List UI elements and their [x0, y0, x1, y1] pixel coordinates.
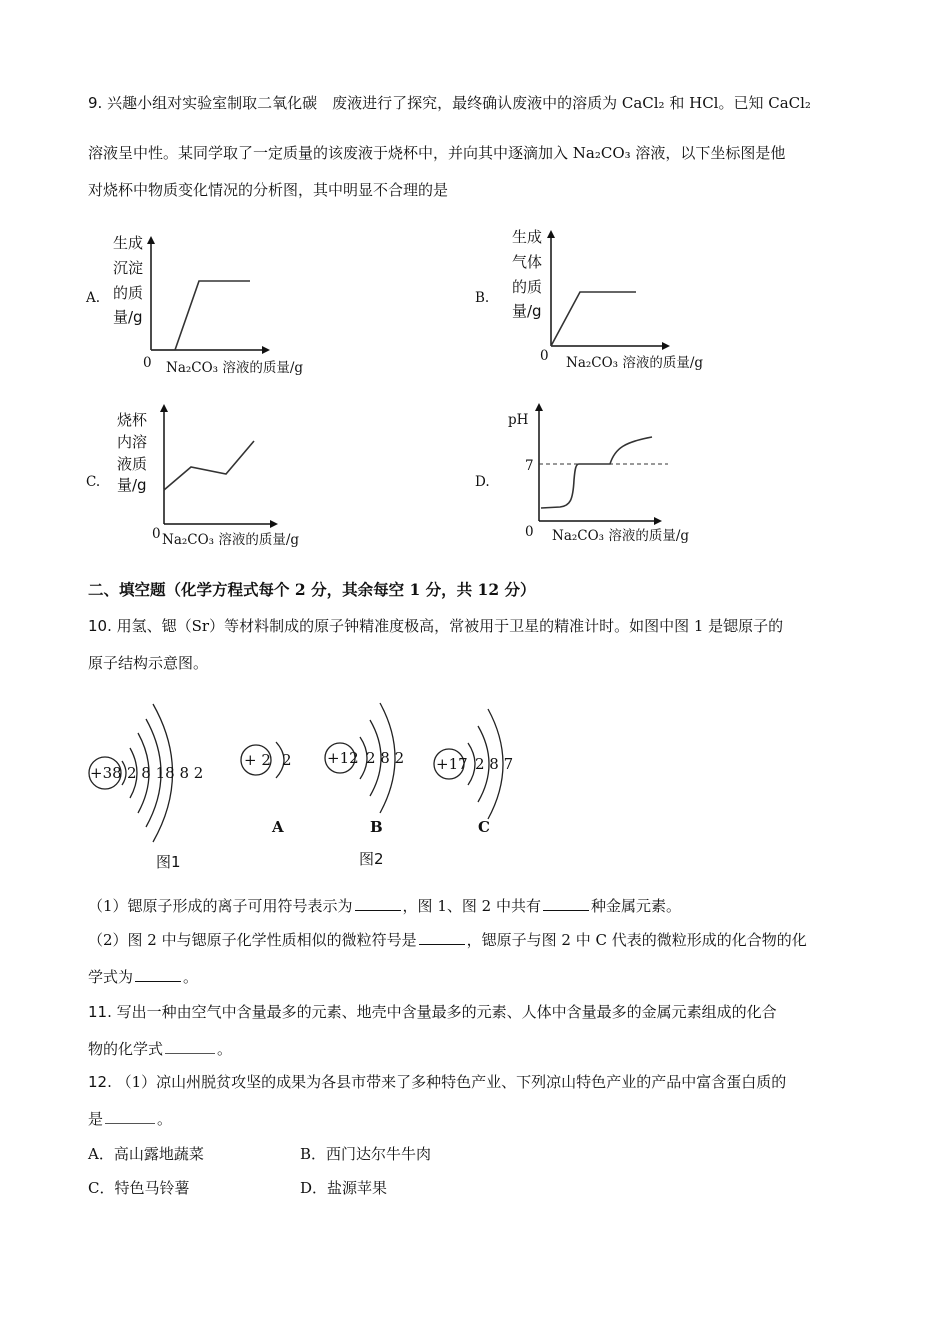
atom-sr-electrons: 2 8 18 8 2 [127, 764, 204, 782]
q12-blank[interactable] [105, 1109, 155, 1124]
atom-b-electrons: 2 8 2 [366, 749, 405, 767]
graph-c-ylabel-2: 内溶 [117, 433, 148, 451]
atom-sr-nucleus-label: +38 [90, 764, 122, 782]
graph-b [475, 228, 703, 371]
q12-text-line2: 是 [88, 1110, 104, 1128]
q12-option-a[interactable] [88, 1143, 204, 1164]
fig2-caption: 图2 [359, 850, 384, 868]
q12-option-a-text: 高山露地蔬菜 [113, 1145, 204, 1163]
atom-c-label: C [478, 818, 490, 836]
q9-number: 9. [88, 94, 103, 112]
graph-b-ylabel-3: 的质 [512, 278, 543, 296]
graph-d-origin: 0 [525, 524, 534, 540]
graph-b-option: B. [475, 290, 490, 306]
q11-text-line1: 写出一种由空气中含量最多的元素、地壳中含量最多的元素、人体中含量最多的金属元素组成的化合 [116, 1003, 777, 1021]
q10-sub1-part3: 种金属元素。 [590, 897, 681, 915]
q12-option-b-key: B． [300, 1145, 327, 1163]
q11-blank[interactable] [165, 1039, 215, 1054]
q10-blank-symbol[interactable] [419, 930, 465, 945]
q12-period: 。 [157, 1110, 173, 1128]
q12-line1 [88, 1072, 786, 1092]
atom-a [241, 742, 292, 836]
atom-b-nucleus-label: +12 [327, 749, 359, 767]
graph-b-xlabel: Na₂CO₃ 溶液的质量/g [566, 355, 704, 371]
graph-a-curve [151, 281, 250, 350]
q12-option-d-text: 盐源苹果 [327, 1179, 388, 1197]
q12-line2 [88, 1109, 172, 1129]
graph-a-ylabel-1: 生成 [113, 234, 144, 252]
q12-option-b-text: 西门达尔牛牛肉 [326, 1145, 432, 1163]
q12-option-c-text: 特色马铃薯 [114, 1179, 190, 1197]
atom-b-label: B [370, 818, 383, 836]
q10-number: 10. [88, 617, 112, 635]
q10-line1 [88, 616, 783, 636]
atom-a-electrons: 2 [282, 751, 292, 769]
graph-d [475, 405, 689, 544]
graph-c-ylabel-1: 烧杯 [117, 411, 148, 429]
graph-b-ylabel-2: 气体 [512, 253, 543, 271]
graph-a-ylabel-2: 沉淀 [113, 259, 144, 277]
q11-text-line2: 物的化学式 [88, 1040, 164, 1058]
graph-b-curve [551, 292, 636, 346]
q10-blank-ion[interactable] [355, 896, 401, 911]
atom-sr [89, 704, 203, 871]
q10-sub2 [88, 930, 807, 950]
atom-a-label: A [272, 818, 284, 836]
graph-a-xlabel: Na₂CO₃ 溶液的质量/g [166, 360, 304, 376]
graph-a-origin: 0 [143, 355, 152, 371]
q10-sub1 [88, 896, 681, 916]
graph-b-ylabel-4: 量/g [512, 302, 542, 320]
graph-d-ylabel: pH [508, 412, 529, 428]
q11-period: 。 [217, 1040, 233, 1058]
q12-option-d[interactable] [300, 1177, 387, 1198]
graph-d-xlabel: Na₂CO₃ 溶液的质量/g [552, 528, 690, 544]
atom-c-nucleus-label: +17 [436, 755, 468, 773]
atom-b [325, 703, 404, 868]
q11-number: 11. [88, 1003, 112, 1021]
q10-sub2-part2: ，锶原子与图 2 中 C 代表的微粒形成的化合物的化 [466, 931, 807, 949]
graph-d-curve [541, 437, 652, 508]
q12-number: 12. [88, 1073, 112, 1091]
graph-a-option: A. [86, 290, 101, 306]
q10-blank-metal-count[interactable] [543, 896, 589, 911]
atom-c [434, 709, 513, 836]
q12-text-line1: （1）凉山州脱贫攻坚的成果为各县市带来了多种特色产业、下列凉山特色产业的产品中富含蛋白质的 [116, 1073, 787, 1091]
q10-text-line1: 用氢、锶（Sr）等材料制成的原子钟精准度极高，常被用于卫星的精准计时。如图中图 1 是锶原子的 [116, 617, 784, 635]
graph-d-ref-label: 7 [525, 458, 534, 474]
atom-c-electrons: 2 8 7 [475, 755, 514, 773]
q12-option-c-key: C． [88, 1179, 115, 1197]
graph-c-option: C. [86, 474, 101, 490]
q10-sub2-part1: （2）图 2 中与锶原子化学性质相似的微粒符号是 [88, 931, 417, 949]
q10-blank-formula[interactable] [135, 967, 181, 982]
q12-option-b[interactable] [300, 1143, 431, 1164]
graph-c-origin: 0 [152, 526, 161, 542]
q9-text-line1: 兴趣小组对实验室制取二氧化碳 废液进行了探究，最终确认废液中的溶质为 CaCl₂ 和 HCl。已知 CaCl₂ [107, 94, 811, 112]
q12-option-c[interactable] [88, 1177, 190, 1198]
q9-line2: 溶液呈中性。某同学取了一定质量的该废液于烧杯中，并向其中逐滴加入 Na₂CO₃ 溶液，以下坐标图是他 [88, 144, 786, 162]
graph-d-option: D. [475, 474, 490, 490]
graph-a-ylabel-3: 的质 [113, 284, 144, 302]
q12-option-d-key: D． [300, 1179, 328, 1197]
graph-a-ylabel-4: 量/g [113, 308, 143, 326]
q11-line1 [88, 1002, 777, 1022]
q10-sub1-part2: ，图 1、图 2 中共有 [402, 897, 541, 915]
q10-line2: 原子结构示意图。 [88, 654, 209, 672]
q9-line3: 对烧杯中物质变化情况的分析图，其中明显不合理的是 [88, 181, 449, 199]
section2-title: 二、填空题（化学方程式每个 2 分，其余每空 1 分，共 12 分） [88, 580, 536, 599]
graph-c-curve [164, 441, 254, 490]
graph-b-ylabel-1: 生成 [512, 228, 543, 246]
q10-sub2-part3: 学式为 [88, 968, 134, 986]
q10-sub1-part1: （1）锶原子形成的离子可用符号表示为 [88, 897, 353, 915]
q10-sub2-part4: 。 [183, 968, 199, 986]
q12-option-a-key: A． [88, 1145, 114, 1163]
graph-c [86, 406, 299, 548]
atom-a-nucleus-label: + 2 [244, 751, 271, 769]
graph-c-xlabel: Na₂CO₃ 溶液的质量/g [162, 532, 300, 548]
q10-sub2-line2 [88, 967, 198, 987]
graph-c-ylabel-3: 液质 [117, 455, 148, 473]
graph-c-ylabel-4: 量/g [117, 476, 147, 494]
graph-a [85, 234, 303, 376]
graph-b-origin: 0 [540, 348, 549, 364]
q11-line2 [88, 1039, 232, 1059]
fig1-caption: 图1 [156, 853, 181, 871]
